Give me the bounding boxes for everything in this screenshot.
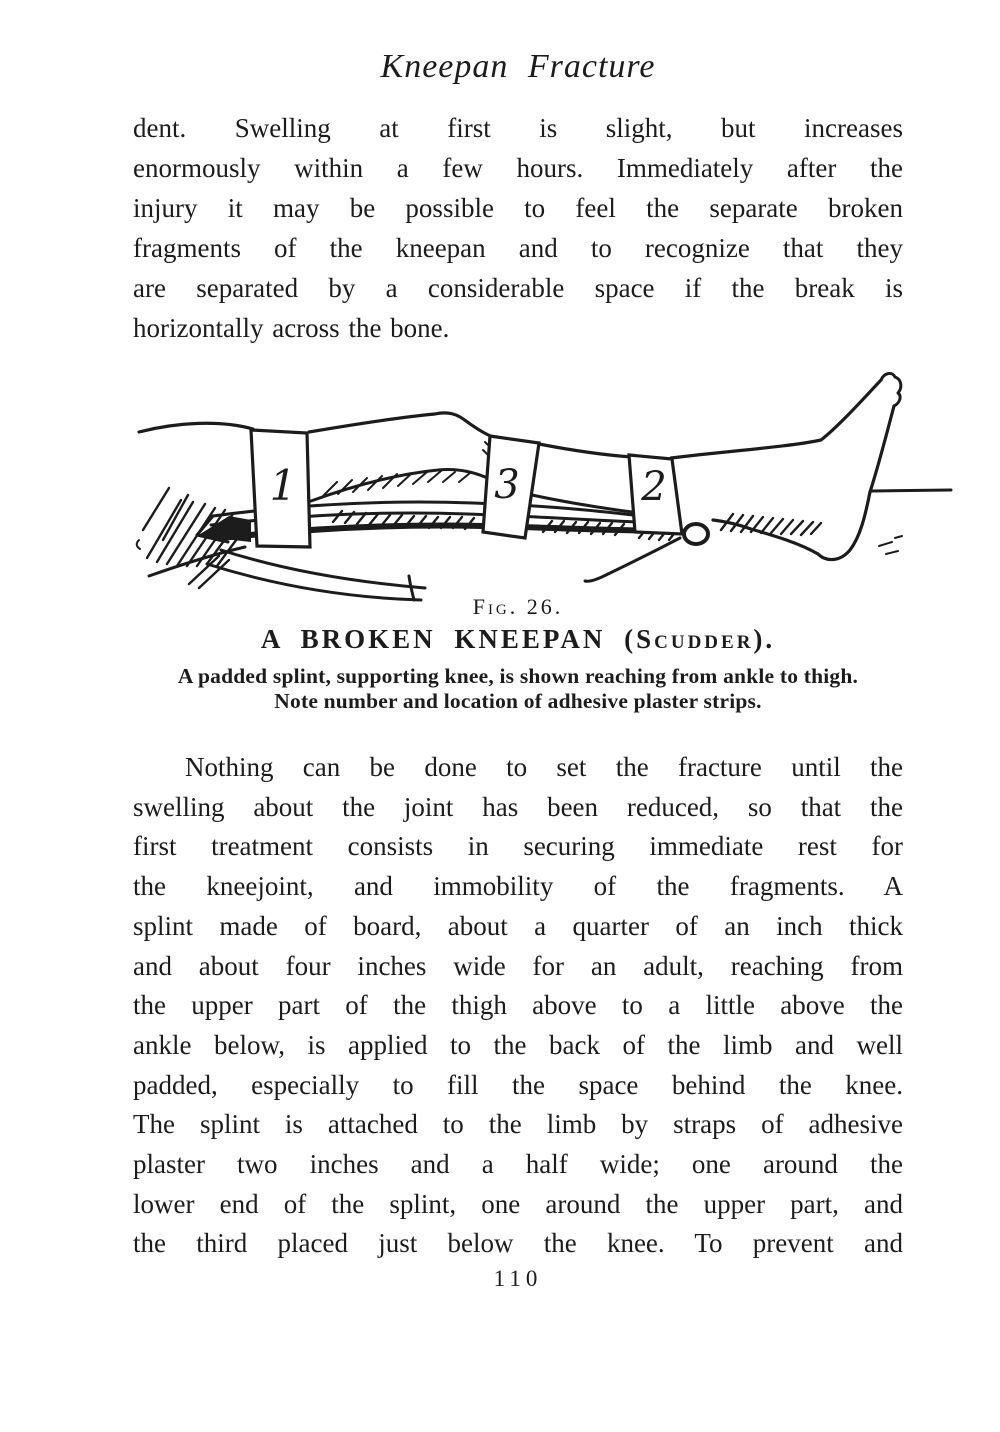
text-line: the upper part of the thigh above to a little above the xyxy=(133,990,903,1021)
text-line: enormously within a few hours. Immediately after the xyxy=(133,153,903,183)
text-line: and about four inches wide for an adult, reaching from xyxy=(133,950,903,981)
text-line: the kneejoint, and immobility of the fragments. A xyxy=(133,871,903,902)
text-line: first treatment consists in securing immediate rest for xyxy=(133,831,903,862)
strap-label-2: 2 xyxy=(641,464,667,510)
strap-label-3: 3 xyxy=(494,462,520,508)
text-line: horizontally across the bone. xyxy=(133,313,450,343)
text-line: padded, especially to fill the space behind the knee. xyxy=(133,1069,903,1100)
text-line: Nothing can be done to set the fracture until the xyxy=(185,752,903,782)
text-line: splint made of board, about a quarter of an inch thick xyxy=(133,910,903,941)
figure-caption xyxy=(113,664,923,713)
text-line: The splint is attached to the limb by straps of adhesive xyxy=(133,1109,903,1140)
body-paragraph-2 xyxy=(133,748,903,1264)
leg-outline xyxy=(139,413,632,512)
figure-label: Fig. 26. xyxy=(472,594,564,619)
text-line: are separated by a considerable space if the break is xyxy=(133,273,903,303)
strap-label-1: 1 xyxy=(269,461,297,510)
figure-illustration xyxy=(133,370,953,602)
splint-end-knob xyxy=(684,524,708,544)
text-line: dent. Swelling at first is slight, but increases xyxy=(133,113,903,143)
page-number: 110 xyxy=(493,1266,543,1291)
figure-caption-line-2: Note number and location of adhesive plaster strips. xyxy=(274,688,762,713)
text-line: ankle below, is applied to the back of the limb and well xyxy=(133,1029,903,1060)
text-line: injury it may be possible to feel the separate broken xyxy=(133,193,903,223)
figure-caption-line-1: A padded splint, supporting knee, is shown reaching from ankle to thigh. xyxy=(177,664,859,688)
text-line: fragments of the kneepan and to recognize that they xyxy=(133,233,903,263)
bed-sheet-lines xyxy=(149,547,425,600)
text-line: swelling about the joint has been reduced, so that the xyxy=(133,791,903,822)
page-title: Kneepan Fracture xyxy=(380,48,656,85)
text-line: the third placed just below the knee. To prevent and xyxy=(133,1228,903,1259)
body-paragraph-1 xyxy=(133,108,903,348)
kneepan-splint-drawing xyxy=(133,370,953,602)
text-line: lower end of the splint, one around the upper part, and xyxy=(133,1188,903,1219)
figure-title: A BROKEN KNEEPAN (Scudder). xyxy=(260,624,776,654)
text-line: plaster two inches and a half wide; one around the xyxy=(133,1149,903,1180)
